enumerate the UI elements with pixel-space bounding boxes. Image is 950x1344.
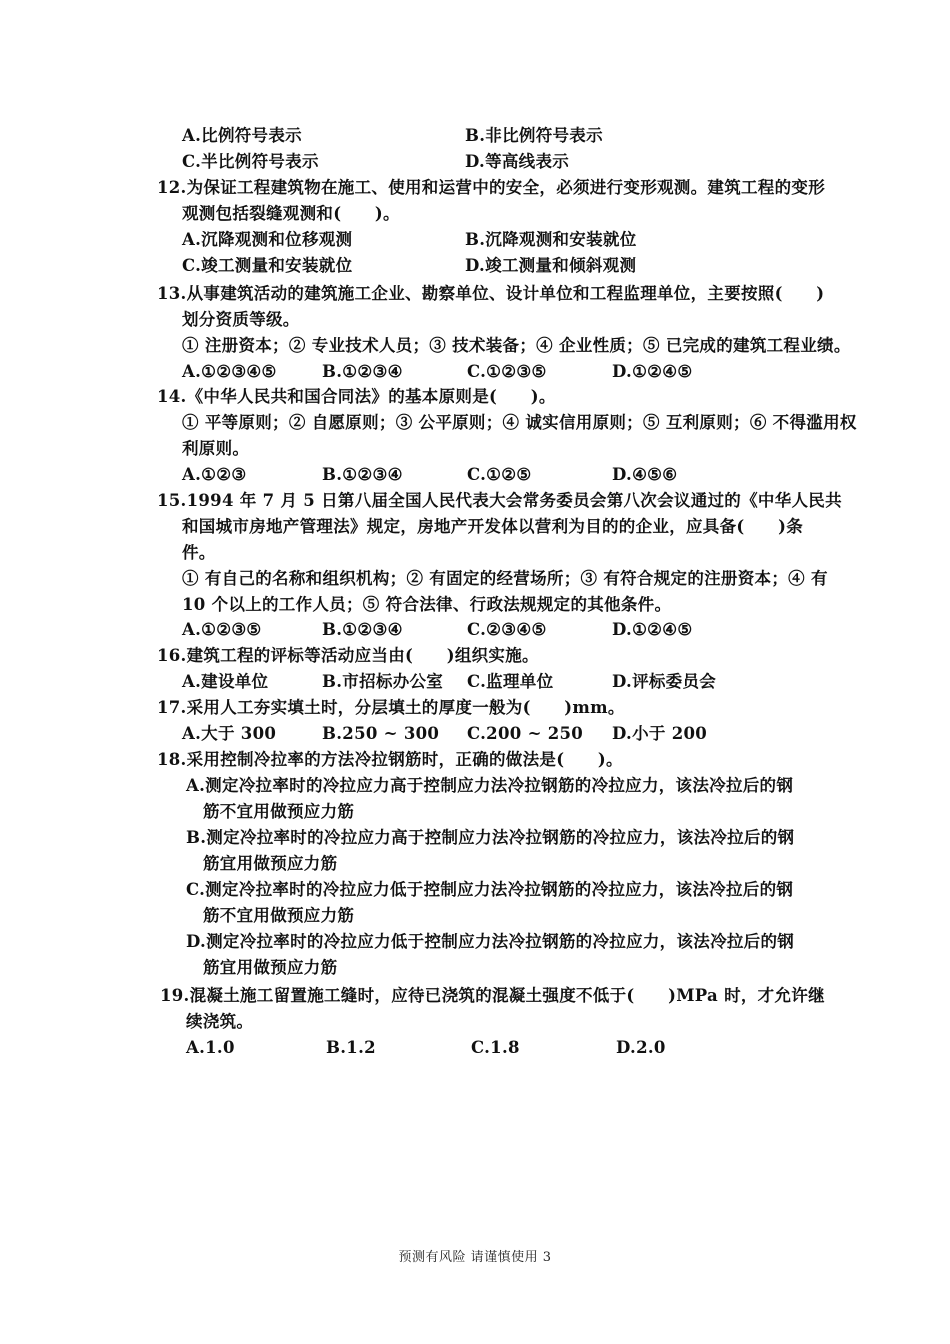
q18-option-d-line2: 筋宜用做预应力筋 [203, 958, 338, 977]
q17-option-a: A.大于 300 [182, 724, 277, 743]
q12-option-a: A.沉降观测和位移观测 [182, 230, 353, 249]
q11-option-d: D.等高线表示 [465, 152, 570, 171]
q13-option-c: C.①②③⑤ [467, 362, 547, 381]
q15-option-c: C.②③④⑤ [467, 620, 547, 639]
q17-stem: 17.采用人工夯实填土时，分层填土的厚度一般为( )mm。 [157, 698, 625, 717]
q18-option-d-line1: D.测定冷拉率时的冷拉应力低于控制应力法冷拉钢筋的冷拉应力，该法冷拉后的钢 [186, 932, 795, 951]
q13-option-b: B.①②③④ [322, 362, 403, 381]
q18-option-c-line2: 筋不宜用做预应力筋 [203, 906, 355, 925]
q12-option-b: B.沉降观测和安装就位 [465, 230, 637, 249]
q13-items: ① 注册资本；② 专业技术人员；③ 技术装备；④ 企业性质；⑤ 已完成的建筑工程业绩。 [182, 336, 851, 355]
page-footer: 预测有风险 请谨慎使用 3 [398, 1250, 552, 1265]
q12-option-c: C.竣工测量和安装就位 [182, 256, 353, 275]
q12-stem-line1: 12.为保证工程建筑物在施工、使用和运营中的安全，必须进行变形观测。建筑工程的变形 [157, 178, 826, 197]
q19-stem-line1: 19.混凝土施工留置施工缝时，应待已浇筑的混凝土强度不低于( )MPa 时，才允许继 [160, 986, 825, 1005]
q19-option-a: A.1.0 [186, 1038, 235, 1057]
q11-option-c: C.半比例符号表示 [182, 152, 319, 171]
q18-option-a-line2: 筋不宜用做预应力筋 [203, 802, 355, 821]
q16-option-b: B.市招标办公室 [322, 672, 444, 691]
q17-option-b: B.250 ~ 300 [322, 724, 440, 743]
q13-stem-line1: 13.从事建筑活动的建筑施工企业、勘察单位、设计单位和工程监理单位，主要按照( ) [157, 284, 825, 303]
q14-option-c: C.①②⑤ [467, 465, 532, 484]
q14-stem-line1: 14.《中华人民共和国合同法》的基本原则是( )。 [157, 387, 556, 406]
q16-option-c: C.监理单位 [467, 672, 554, 691]
q12-option-d: D.竣工测量和倾斜观测 [465, 256, 637, 275]
q17-option-d: D.小于 200 [612, 724, 708, 743]
q11-option-b: B.非比例符号表示 [465, 126, 603, 145]
q13-stem-line2: 划分资质等级。 [182, 310, 300, 329]
q11-option-a: A.比例符号表示 [182, 126, 302, 145]
q14-items-line1: ① 平等原则；② 自愿原则；③ 公平原则；④ 诚实信用原则；⑤ 互利原则；⑥ 不得滥用权 [182, 413, 857, 432]
q16-option-a: A.建设单位 [182, 672, 269, 691]
q16-stem: 16.建筑工程的评标等活动应当由( )组织实施。 [157, 646, 539, 665]
q12-stem-line2: 观测包括裂缝观测和( )。 [182, 204, 400, 223]
q13-option-a: A.①②③④⑤ [182, 362, 277, 381]
q18-option-b-line1: B.测定冷拉率时的冷拉应力高于控制应力法冷拉钢筋的冷拉应力，该法冷拉后的钢 [186, 828, 795, 847]
q15-option-b: B.①②③④ [322, 620, 403, 639]
q18-stem: 18.采用控制冷拉率的方法冷拉钢筋时，正确的做法是( )。 [157, 750, 623, 769]
q14-items-line2: 利原则。 [182, 439, 250, 458]
q19-option-d: D.2.0 [616, 1038, 666, 1057]
q15-option-a: A.①②③⑤ [182, 620, 262, 639]
q15-items-line1: ① 有自己的名称和组织机构；② 有固定的经营场所；③ 有符合规定的注册资本；④ 有 [182, 569, 828, 588]
q19-option-c: C.1.8 [471, 1038, 520, 1057]
q15-option-d: D.①②④⑤ [612, 620, 693, 639]
q15-stem-line3: 件。 [182, 543, 216, 562]
q15-items-line2: 10 个以上的工作人员；⑤ 符合法律、行政法规规定的其他条件。 [182, 595, 672, 614]
q15-stem-line1: 15.1994 年 7 月 5 日第八届全国人民代表大会常务委员会第八次会议通过的《中华人民共 [157, 491, 842, 510]
q19-option-b: B.1.2 [326, 1038, 376, 1057]
q14-option-d: D.④⑤⑥ [612, 465, 678, 484]
q14-option-a: A.①②③ [182, 465, 247, 484]
q17-option-c: C.200 ~ 250 [467, 724, 584, 743]
q16-option-d: D.评标委员会 [612, 672, 717, 691]
q13-option-d: D.①②④⑤ [612, 362, 693, 381]
q18-option-b-line2: 筋宜用做预应力筋 [203, 854, 338, 873]
q19-stem-line2: 续浇筑。 [186, 1012, 254, 1031]
q15-stem-line2: 和国城市房地产管理法》规定，房地产开发体以营利为目的的企业，应具备( )条 [182, 517, 804, 536]
q18-option-a-line1: A.测定冷拉率时的冷拉应力高于控制应力法冷拉钢筋的冷拉应力，该法冷拉后的钢 [186, 776, 794, 795]
q18-option-c-line1: C.测定冷拉率时的冷拉应力低于控制应力法冷拉钢筋的冷拉应力，该法冷拉后的钢 [186, 880, 794, 899]
q14-option-b: B.①②③④ [322, 465, 403, 484]
